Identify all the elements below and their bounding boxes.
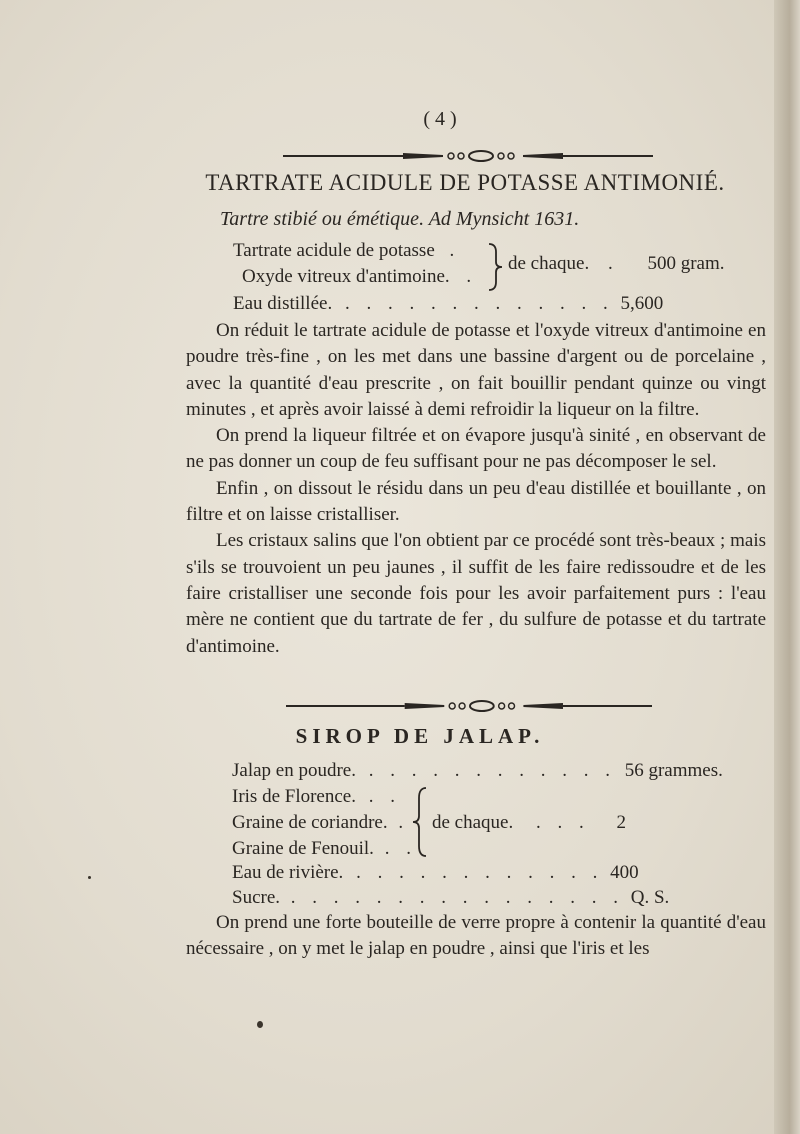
section-title-tartrate: TARTRATE ACIDULE DE POTASSE ANTIMONIÉ. — [205, 170, 725, 195]
ingredient-name: Iris de Florence. — [232, 786, 356, 807]
quantity: 400 — [610, 862, 639, 883]
body-text-sirop — [186, 910, 766, 963]
ingredient-name: Oxyde vitreux d'antimoine. — [242, 266, 450, 287]
ingredient-row — [232, 760, 723, 782]
group-label: de chaque. — [432, 812, 514, 833]
quantity: 2 — [616, 812, 626, 833]
dot-leader: . . . . . . . . . . . . . . . . — [290, 887, 625, 908]
dot-leader: . . . — [535, 812, 590, 833]
page-edge-shadow — [774, 0, 800, 1134]
dot-leader: . . . . . . . . . . . . — [356, 862, 604, 883]
paragraph: Les cristaux salins que l'on obtient par ce procédé sont très-beaux ; mais s'ils se trouvoient un peu jaunes , il suffit de les faire redissoudre et de les faire cristalliser une seconde fois pour les avoir parfaitement purs : l'eau mère ne contient que du tartrate de fer , du sulfure de potasse et du tartrate d'antimoine. — [186, 530, 766, 657]
ingredient-row — [232, 838, 417, 860]
dot-leader: . — [449, 240, 455, 261]
paragraph: On réduit le tartrate acidule de potasse et l'oxyde vitreux d'antimoine en poudre très-fine , on les met dans une bassine d'argent ou de porcelaine , avec la quantité d'eau prescrite , on fait bouillir pendant quinze ou vingt minutes , et après avoir laissé à demi refroidir la liqueur on la filtre. — [186, 320, 766, 420]
ingredient-row — [232, 786, 401, 808]
dot-leader: . . — [368, 786, 401, 807]
ingredient-row — [232, 862, 639, 884]
quantity: Q. S. — [630, 887, 670, 908]
ingredient-row — [242, 266, 471, 288]
paragraph: Enfin , on dissout le résidu dans un peu d'eau distillée et bouillante , on filtre et on laisse cristalliser. — [186, 477, 766, 526]
quantity: 5,600 — [620, 293, 664, 314]
brace-icon — [487, 242, 503, 292]
ornamental-rule-middle — [286, 700, 652, 712]
ingredient-name: Eau de rivière. — [232, 862, 344, 883]
ingredient-name: Tartrate acidule de potasse — [233, 240, 435, 261]
ingredient-row — [232, 812, 409, 834]
ingredient-row — [233, 240, 454, 262]
paragraph: On prend une forte bouteille de verre propre à contenir la quantité d'eau nécessaire , on y met le jalap en poudre , ainsi que l'iris et les — [186, 912, 766, 960]
group-quantity-row — [432, 812, 626, 834]
ink-speck — [257, 1021, 263, 1028]
ink-speck — [88, 876, 91, 879]
group-label: de chaque. — [508, 253, 590, 274]
section-title-sirop: SIROP DE JALAP. — [295, 724, 545, 748]
section-subtitle: Tartre stibié ou émétique. Ad Mynsicht 1631. — [220, 208, 580, 230]
dot-leader: . — [607, 253, 613, 274]
body-text-tartrate — [186, 318, 766, 660]
ingredient-name: Graine de coriandre. — [232, 812, 388, 833]
brace-icon — [412, 786, 428, 858]
ornamental-rule-top — [283, 150, 653, 162]
ingredient-row — [233, 293, 663, 315]
dot-leader: . . . . . . . . . . . . . — [344, 293, 614, 314]
ingredient-name: Jalap en poudre. — [232, 760, 356, 781]
page-number: ( 4 ) — [423, 108, 457, 130]
group-quantity-row — [508, 253, 725, 275]
paragraph: On prend la liqueur filtrée et on évapore jusqu'à sinité , en observant de ne pas donner un coup de feu suffisant pour ne pas décomposer le sel. — [186, 425, 766, 473]
quantity: 500 gram. — [647, 253, 725, 274]
dot-leader: . — [398, 812, 410, 833]
ingredient-name: Sucre. — [232, 887, 281, 908]
dot-leader: . — [466, 266, 472, 287]
ingredient-name: Graine de Fenouil. — [232, 838, 374, 859]
ingredient-row — [232, 887, 669, 909]
dot-leader: . . . . . . . . . . . . — [368, 760, 616, 781]
dot-leader: . . — [384, 838, 417, 859]
ingredient-name: Eau distillée. — [233, 293, 333, 314]
quantity: 56 grammes. — [624, 760, 723, 781]
